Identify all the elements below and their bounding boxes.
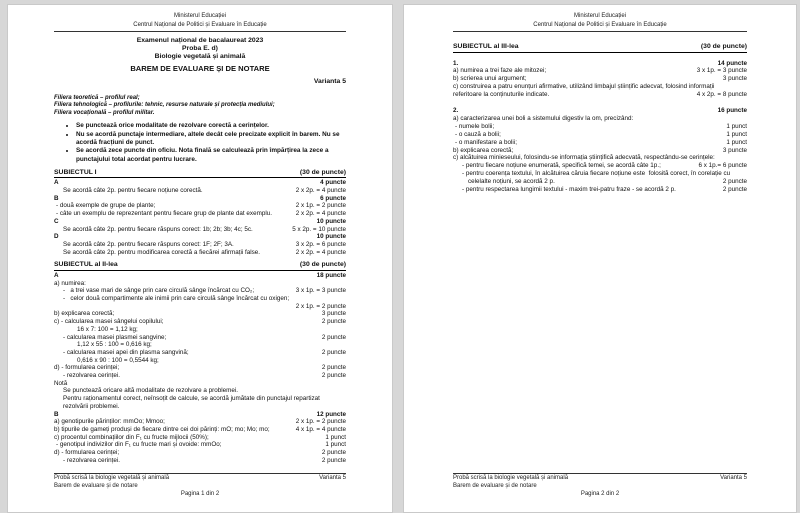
barem-row: [54, 334, 346, 342]
footer-page-number: Pagina 1 din 2: [180, 491, 220, 497]
section-subiectul-1: [54, 169, 346, 257]
row-points: 3 x 1p. = 3 puncte: [696, 67, 747, 75]
section-header: [54, 261, 346, 271]
row-points: 2 puncte: [321, 364, 346, 372]
row-text: A: [54, 179, 59, 187]
row-text: 1.: [453, 59, 459, 67]
exam-title: Examenul național de bacalaureat 2023: [136, 37, 264, 44]
section-subiectul-3: [453, 43, 747, 194]
barem-row: [54, 449, 346, 457]
row-text: - câte un exemplu de reprezentant pentru fiecare grup de plante dat exemplu.: [56, 210, 272, 218]
barem-row: [54, 341, 346, 349]
row-text: referitoare la conținuturile indicate.: [453, 91, 550, 99]
barem-row: [54, 387, 346, 395]
row-text: - genotipul indivizilor din F₁ cu fructe mari și ovoide: mmOo;: [56, 441, 222, 449]
barem-row: [54, 357, 346, 365]
row-points: 10 puncte: [316, 217, 346, 225]
row-points: 1 punct: [325, 433, 346, 441]
footer-barem: Barem de evaluare și de notare: [54, 482, 138, 489]
row-points: 3 puncte: [722, 146, 747, 154]
row-text: Se punctează oricare altă modalitate de rezolvare a problemei.: [63, 387, 239, 395]
row-text: b) explicarea corectă;: [453, 146, 514, 154]
document-page-2: [403, 4, 797, 513]
row-text: d) - formularea cerinței;: [54, 364, 120, 372]
barem-row: [453, 67, 747, 75]
row-text: B: [54, 194, 59, 202]
row-points: 5 x 2p. = 10 puncte: [292, 225, 346, 233]
filiera-block: [54, 95, 346, 118]
row-text: - pentru coerența textului, în alcătuirea căruia fiecare noțiune este folosită corect, în corelație cu: [462, 170, 731, 178]
row-text: - pentru respectarea lungimii textului - maxim trei-patru fraze - se acordă 2 p.: [462, 186, 676, 194]
row-text: - o manifestare a bolii;: [455, 138, 517, 146]
row-points: 6 puncte: [320, 194, 346, 202]
row-text: 16 x 7: 100 = 1,12 kg;: [77, 325, 138, 333]
row-text: Pentru raționamentul corect, neînsoțit de calcule, se acordă jumătate din punctajul repartizat: [63, 395, 320, 403]
row-points: 14 puncte: [717, 59, 747, 67]
row-points: 1 punct: [726, 130, 747, 138]
barem-row: [54, 426, 346, 434]
barem-row: [54, 218, 346, 226]
row-points: 12 puncte: [316, 410, 346, 418]
barem-row: [453, 60, 747, 68]
ministry-line: Ministerul Educației: [573, 13, 627, 19]
row-points: 1 punct: [726, 122, 747, 130]
row-text: a) caracterizarea unei boli a sistemului digestiv la om, precizând:: [453, 114, 634, 122]
row-points: 3 puncte: [722, 75, 747, 83]
row-points: 3 x 1p. = 3 puncte: [295, 287, 346, 295]
row-points: 6 x 1p.= 6 puncte: [698, 162, 747, 170]
footer-proba: Probă scrisă la biologie vegetală și animală: [453, 475, 569, 481]
barem-row: [54, 303, 346, 311]
row-text: - rezolvarea cerinței.: [63, 372, 121, 380]
footer-barem: Barem de evaluare și de notare: [453, 482, 537, 489]
section-points: (30 de puncte): [299, 261, 346, 269]
row-text: - celor două compartimente ale inimii prin care circulă sânge încărcat cu oxigen;: [63, 295, 290, 302]
row-text: Se acordă câte 2p. pentru fiecare noțiune corectă.: [63, 187, 203, 195]
row-text: c) alcătuirea minieseului, folosindu-se informația științifică adecvată, respectându-se cerințele:: [453, 154, 715, 162]
barem-row: [453, 123, 747, 131]
row-text: A: [54, 271, 59, 279]
row-points: 2 puncte: [321, 456, 346, 464]
row-text: Se acordă câte 2p. pentru fiecare răspuns corect: 1F; 2F; 3A.: [63, 240, 234, 248]
row-text: b) scrierea unui argument;: [453, 75, 527, 83]
barem-title: BAREM DE EVALUARE ȘI DE NOTARE: [130, 64, 270, 73]
national-center-line: Centrul Național de Politici și Evaluare în Educație: [133, 21, 267, 28]
row-text: Se acordă câte 2p. pentru fiecare răspuns corect: 1b; 2b; 3b; 4c; 5c.: [63, 225, 253, 233]
row-points: 2 puncte: [321, 348, 346, 356]
row-points: 2 puncte: [321, 318, 346, 326]
row-text: B: [54, 410, 59, 418]
row-text: C: [54, 217, 59, 225]
row-text: - calcularea masei apei din plasma sangvină;: [63, 348, 189, 356]
row-points: 18 puncte: [316, 271, 346, 279]
barem-row: [54, 233, 346, 241]
row-text: - două exemple de grupe de plante;: [56, 202, 156, 210]
row-points: 1 punct: [726, 138, 747, 146]
row-text: 0,616 x 90 : 100 = 0,5544 kg;: [77, 356, 159, 364]
barem-row: [54, 272, 346, 280]
barem-row: [453, 178, 747, 186]
barem-row: [453, 186, 747, 194]
row-text: b) tipurile de gameți produși de fiecare dintre cei doi părinți: mO; mo; Mo; mo;: [54, 425, 270, 433]
barem-row: [453, 162, 747, 170]
row-points: 2 puncte: [722, 178, 747, 186]
row-points: 3 puncte: [321, 310, 346, 318]
row-points: 2 puncte: [321, 449, 346, 457]
section-subiectul-2: [54, 261, 346, 464]
page-header: [453, 5, 747, 32]
section-header: [453, 43, 747, 53]
barem-row: [54, 287, 346, 295]
exam-subject: Biologie vegetală și animală: [154, 53, 246, 60]
national-center-line: Centrul Național de Politici și Evaluare în Educație: [533, 21, 667, 28]
row-text: a) numirea a trei faze ale mitozei;: [453, 67, 547, 75]
barem-row: [54, 241, 346, 249]
row-text: a) numirea:: [54, 279, 86, 287]
row-text: - calcularea masei plasmei sangvine;: [63, 333, 167, 341]
barem-row: [54, 295, 346, 303]
instructions-list: [54, 122, 346, 163]
row-text: - o cauză a bolii;: [455, 130, 501, 138]
barem-row: [453, 131, 747, 139]
barem-row: [54, 226, 346, 234]
barem-row: [453, 115, 747, 123]
barem-row: [54, 195, 346, 203]
barem-row: [54, 457, 346, 465]
row-points: 2 x 1p. = 2 puncte: [295, 302, 346, 310]
exam-proba: Proba E. d): [182, 45, 218, 52]
row-points: 16 puncte: [717, 107, 747, 115]
row-text: c) construirea a patru enunțuri afirmative, utilizând limbajul științific adecvat, folosind informații: [453, 83, 715, 91]
footer-page-number: Pagina 2 din 2: [580, 491, 620, 497]
barem-row: [453, 170, 747, 178]
row-text: - rezolvarea cerinței.: [63, 456, 121, 464]
row-points: 2 x 2p. = 4 puncte: [295, 187, 346, 195]
row-points: 4 x 1p. = 4 puncte: [295, 425, 346, 433]
footer-variant: Varianta 5: [319, 475, 346, 481]
row-text: c) - calcularea masei sângelui copilului;: [54, 318, 164, 326]
barem-row: [54, 364, 346, 372]
row-points: 2 puncte: [321, 372, 346, 380]
row-text: celelalte noțiuni, se acordă 2 p.: [468, 178, 555, 186]
row-points: 4 puncte: [320, 179, 346, 187]
row-points: 2 puncte: [321, 333, 346, 341]
footer-proba: Probă scrisă la biologie vegetală și animală: [54, 475, 170, 481]
barem-row: [54, 395, 346, 403]
section-rows: [54, 179, 346, 256]
bullet-item: • Se acordă zece puncte din oficiu. Nota finală se calculează prin împărțirea la zece a punctajului total acordat pentru lucrare.: [76, 147, 346, 164]
page-footer: [453, 473, 747, 499]
bullet-item: • Se punctează orice modalitate de rezolvare corectă a cerințelor.: [76, 122, 346, 130]
row-text: - pentru fiecare noțiune enumerată, specifică temei, se acordă câte 1p.;: [462, 162, 661, 170]
section-title: SUBIECTUL al II-lea: [54, 261, 118, 269]
row-text: 1,12 x 55 : 100 = 0,616 kg;: [77, 341, 152, 349]
barem-row: [54, 318, 346, 326]
row-text: - a trei vase mari de sânge prin care circulă sânge încărcat cu CO₂;: [63, 287, 255, 295]
row-text: D: [54, 233, 59, 241]
barem-row: [54, 411, 346, 419]
exam-title-block: [54, 37, 346, 61]
barem-row: [54, 434, 346, 442]
section-points: (30 de puncte): [700, 43, 747, 50]
barem-row: [54, 310, 346, 318]
barem-row: [54, 403, 346, 411]
barem-row: [453, 154, 747, 162]
barem-row: [54, 249, 346, 257]
row-points: 2 puncte: [722, 186, 747, 194]
row-text: a) genotipurile părinților: mmOo; Mmoo;: [54, 418, 165, 426]
row-text: Se acordă câte 2p. pentru modificarea corectă a fiecărei afirmații false.: [63, 248, 261, 256]
variant-label: Varianta 5: [313, 77, 346, 85]
row-points: 2 x 2p. = 4 puncte: [295, 248, 346, 256]
row-text: - numele bolii;: [455, 122, 495, 130]
section-points: (30 de puncte): [299, 168, 346, 176]
barem-row: [453, 91, 747, 99]
barem-row: [54, 179, 346, 187]
row-points: 2 x 2p. = 4 puncte: [295, 210, 346, 218]
section-title: SUBIECTUL I: [54, 168, 97, 176]
barem-row: [54, 349, 346, 357]
barem-row: [54, 280, 346, 288]
row-points: 1 punct: [325, 441, 346, 449]
barem-row: [54, 380, 346, 388]
page-footer: [54, 473, 346, 499]
barem-row: [54, 441, 346, 449]
row-text: b) explicarea corectă;: [54, 310, 115, 318]
filiera-line: Filiera teoretică – profilul real;: [54, 94, 140, 101]
bullet-item: • Nu se acordă punctaje intermediare, altele decât cele precizate explicit în barem. Nu se acordă fracțiuni de punct.: [76, 131, 346, 148]
barem-row: [54, 202, 346, 210]
row-points: 2 x 1p. = 2 puncte: [295, 418, 346, 426]
section-rows: [453, 60, 747, 195]
document-page-1: [7, 4, 393, 513]
row-text: Notă: [54, 379, 68, 387]
section-title: SUBIECTUL al III-lea: [453, 43, 519, 50]
row-text: d) - formularea cerinței;: [54, 449, 120, 457]
row-points: 3 x 2p. = 6 puncte: [295, 240, 346, 248]
barem-row: [54, 210, 346, 218]
row-text: rezolvării problemei.: [63, 402, 120, 410]
filiera-line: Filiera tehnologică – profilurile: tehnic, resurse naturale și protecția mediului;: [54, 102, 275, 109]
barem-row: [453, 139, 747, 147]
filiera-line: Filiera vocațională – profilul militar.: [54, 109, 155, 116]
row-text: c) procentul combinațiilor din F₁ cu fructe mijlocii (50%);: [54, 433, 209, 441]
barem-row: [54, 326, 346, 334]
barem-row: [54, 372, 346, 380]
page-header: [54, 5, 346, 32]
ministry-line: Ministerul Educației: [173, 13, 227, 19]
barem-row: [453, 75, 747, 83]
barem-row: [453, 83, 747, 91]
row-points: 2 x 1p. = 2 puncte: [295, 202, 346, 210]
row-points: 4 x 2p. = 8 puncte: [696, 91, 747, 99]
section-header: [54, 169, 346, 179]
footer-variant: Varianta 5: [720, 475, 747, 481]
barem-row: [453, 147, 747, 155]
barem-row: [453, 107, 747, 115]
section-rows: [54, 272, 346, 465]
barem-row: [54, 418, 346, 426]
barem-row: [54, 187, 346, 195]
row-points: 10 puncte: [316, 233, 346, 241]
row-text: 2.: [453, 107, 459, 115]
